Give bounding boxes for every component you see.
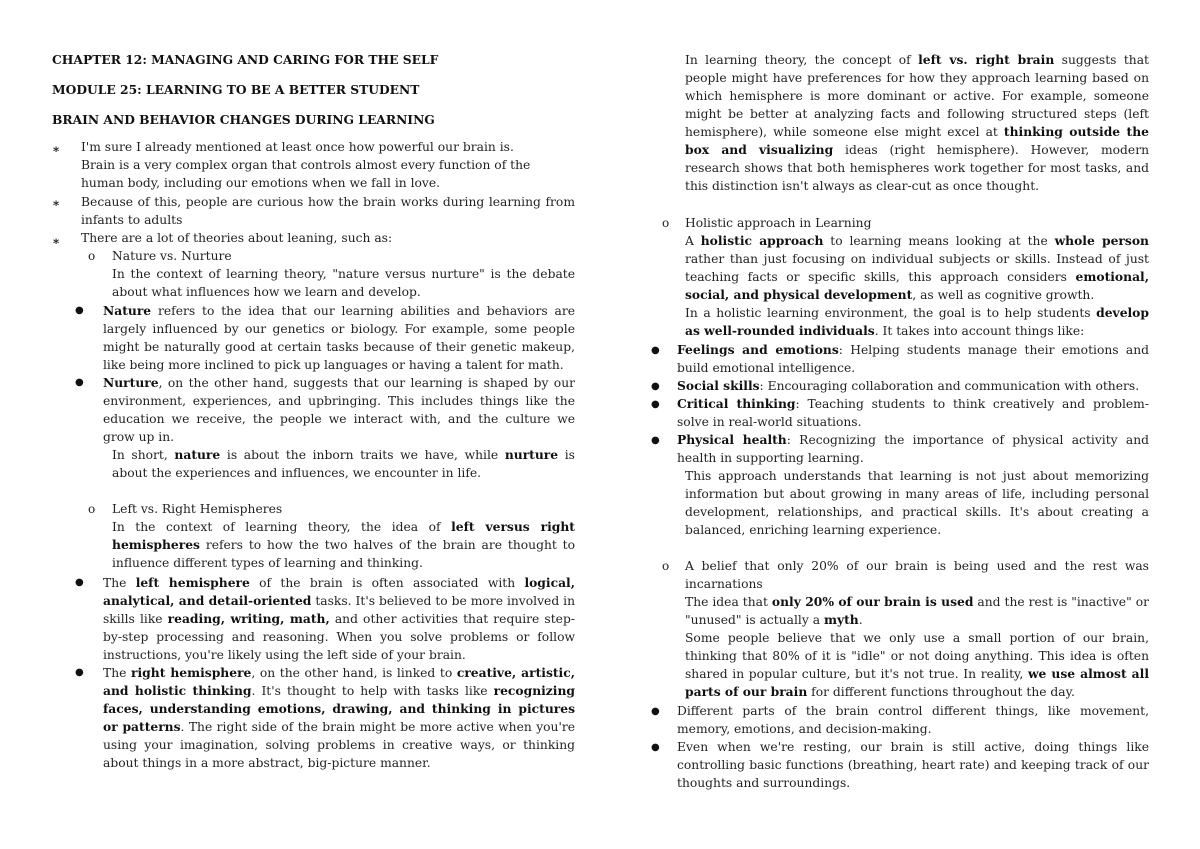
bold-term: we use almost all parts of our brain bbox=[685, 666, 1149, 699]
text: The idea that bbox=[685, 595, 772, 609]
dot-bullet-icon: ● bbox=[75, 377, 84, 388]
bold-term: left hemisphere bbox=[135, 575, 250, 590]
text: and the rest is "inactive" or "unused" is actually a bbox=[685, 595, 1149, 627]
bold-term: Social skills bbox=[677, 378, 760, 393]
paragraph bbox=[685, 629, 1149, 701]
text: tasks. It's believed to be more involved in skills like bbox=[103, 594, 576, 626]
bold-term: nature bbox=[174, 447, 221, 462]
subsection-left-right bbox=[112, 500, 575, 572]
list-item bbox=[677, 702, 1149, 738]
asterisk-bullet-icon: ∗ bbox=[52, 196, 61, 210]
list-item bbox=[81, 229, 575, 247]
text: Some people believe that we only use a small portion of our brain, thinking that 80% of it is "idle" or not doing anything. This idea is often shared in popular culture, but it's not true. In reality, bbox=[685, 631, 1149, 681]
paragraph bbox=[103, 574, 575, 664]
chapter-heading: CHAPTER 12: MANAGING AND CARING FOR THE SELF bbox=[52, 52, 439, 67]
text: , as well as cognitive growth. bbox=[912, 288, 1095, 302]
bold-term: only 20% of our brain is used bbox=[771, 594, 974, 609]
text: . The right side of the brain might be more active when you're using your imagination, solving problems in creative ways, or thinking about things in a more abstract, big-picture manner. bbox=[103, 720, 575, 770]
dot-bullet-icon: ● bbox=[651, 742, 660, 753]
paragraph: I'm sure I already mentioned at least once how powerful our brain is. bbox=[81, 140, 514, 154]
text: of the brain is often associated with bbox=[249, 576, 525, 590]
text: The bbox=[103, 666, 131, 680]
text: , on the other hand, suggests that our learning is shaped by our environment, experiences, and upbringing. This includes things like the education we receive, the people we interact with, and the culture we grow up in. bbox=[103, 376, 575, 444]
paragraph bbox=[677, 341, 1149, 377]
text: to learning means looking at the bbox=[823, 234, 1055, 248]
dot-bullet-icon: ● bbox=[651, 399, 660, 410]
circle-bullet-icon: o bbox=[662, 216, 670, 230]
paragraph bbox=[685, 304, 1149, 340]
asterisk-bullet-icon: ∗ bbox=[52, 234, 61, 248]
text: rather than just focusing on individual subjects or skills. Instead of just teaching facts or specific skills, this approach considers bbox=[685, 252, 1149, 284]
bold-term: Physical health bbox=[677, 432, 787, 447]
text: : Encouraging collaboration and communication with others. bbox=[759, 379, 1140, 393]
paragraph: Brain is a very complex organ that controls almost every function of the human body, including our emotions when we fall in love. bbox=[81, 158, 531, 190]
bold-term: Nature bbox=[103, 303, 152, 318]
paragraph bbox=[677, 431, 1149, 467]
text: refers to the idea that our learning abilities and behaviors are largely influenced by our genetics or biology. For example, some people might be naturally good at certain tasks because of their genetic makeup, like being more inclined to pick up languages or having a talent for math. bbox=[103, 304, 575, 372]
list-item bbox=[103, 374, 575, 446]
circle-bullet-icon: o bbox=[662, 559, 670, 573]
list-item bbox=[677, 395, 1149, 431]
bold-term: emotional, social, and physical development bbox=[685, 269, 1149, 302]
bold-term: left versus right hemispheres bbox=[112, 519, 575, 552]
list-item bbox=[81, 193, 575, 229]
holistic-summary bbox=[685, 467, 1149, 539]
text: suggests that people might have preferences for how they approach learning based on which hemisphere is more dominant or active. For example, someone might be better at analyzing facts and following structured steps (left hemisphere), while someone else might excel at bbox=[685, 53, 1149, 139]
subsection-nature-nurture bbox=[112, 247, 575, 301]
paragraph bbox=[103, 374, 575, 446]
bold-term: myth bbox=[823, 612, 859, 627]
text: : Teaching students to think creatively and problem-solve in real-world situations. bbox=[677, 397, 1149, 429]
text: . bbox=[858, 613, 863, 627]
paragraph bbox=[677, 377, 1149, 395]
bold-term: Critical thinking bbox=[677, 396, 796, 411]
bold-term: nurture bbox=[504, 447, 559, 462]
paragraph: In the context of learning theory, "nature versus nurture" is the debate about what influences how we learn and develop. bbox=[112, 267, 575, 299]
text: is about the inborn traits we have, while bbox=[220, 448, 505, 462]
text: A bbox=[685, 234, 701, 248]
paragraph bbox=[685, 593, 1149, 629]
module-heading: MODULE 25: LEARNING TO BE A BETTER STUDENT bbox=[52, 82, 420, 97]
paragraph bbox=[685, 232, 1149, 304]
dot-bullet-icon: ● bbox=[651, 435, 660, 446]
paragraph: Different parts of the brain control different things, like movement, memory, emotions, and decision-making. bbox=[677, 704, 1149, 736]
paragraph: Even when we're resting, our brain is still active, doing things like controlling basic functions (breathing, heart rate) and keeping track of our thoughts and surroundings. bbox=[677, 740, 1149, 790]
dot-bullet-icon: ● bbox=[75, 305, 84, 316]
paragraph bbox=[103, 302, 575, 374]
subsection-title: Holistic approach in Learning bbox=[685, 216, 872, 230]
bold-term: thinking outside the box and visualizing bbox=[685, 124, 1149, 157]
bold-term: Feelings and emotions bbox=[677, 342, 839, 357]
paragraph: There are a lot of theories about leaning, such as: bbox=[81, 231, 393, 245]
asterisk-bullet-icon: ∗ bbox=[52, 142, 61, 156]
bold-term: creative, artistic, and holistic thinking bbox=[103, 665, 575, 698]
dot-bullet-icon: ● bbox=[651, 706, 660, 717]
list-item bbox=[103, 302, 575, 374]
list-item bbox=[677, 377, 1149, 395]
text: In the context of learning theory, the idea of bbox=[112, 520, 452, 534]
list-item bbox=[677, 341, 1149, 377]
bold-term: reading, writing, math, bbox=[167, 611, 330, 626]
bold-term: right hemisphere bbox=[131, 665, 252, 680]
bold-term: logical, analytical, and detail-oriented bbox=[103, 575, 575, 608]
text: . It takes into account things like: bbox=[874, 324, 1085, 338]
dot-bullet-icon: ● bbox=[651, 381, 660, 392]
dot-bullet-icon: ● bbox=[75, 667, 84, 678]
circle-bullet-icon: o bbox=[88, 249, 96, 263]
bold-term: recognizing faces, understanding emotions, drawing, and thinking in pictures or patterns bbox=[103, 683, 576, 734]
text: . It's thought to help with tasks like bbox=[251, 684, 494, 698]
text: for different functions throughout the day. bbox=[807, 685, 1075, 699]
paragraph bbox=[685, 51, 1149, 195]
bold-term: develop as well-rounded individuals bbox=[685, 305, 1149, 338]
text: , on the other hand, is linked to bbox=[251, 666, 457, 680]
summary-paragraph bbox=[112, 446, 575, 482]
list-item bbox=[677, 738, 1149, 792]
bold-term: whole person bbox=[1054, 233, 1149, 248]
text: : Recognizing the importance of physical activity and health in supporting learning. bbox=[677, 433, 1150, 465]
subsection-title: Left vs. Right Hemispheres bbox=[112, 502, 283, 516]
list-item bbox=[677, 431, 1149, 467]
bold-term: left vs. right brain bbox=[918, 52, 1055, 67]
text: ideas (right hemisphere). However, modern research shows that both hemispheres work together for most tasks, and this distinction isn't always as clear-cut as once thought. bbox=[685, 143, 1149, 193]
text: is about the experiences and influences, we encounter in life. bbox=[112, 448, 575, 480]
list-item bbox=[103, 574, 575, 664]
subsection-title: A belief that only 20% of our brain is being used and the rest was incarnations bbox=[685, 559, 1149, 591]
text: and other activities that require step-by-step processing and reasoning. When you solve problems or follow instructions, you're likely using the left side of your brain. bbox=[103, 612, 575, 662]
bold-term: holistic approach bbox=[700, 233, 824, 248]
paragraph bbox=[677, 395, 1149, 431]
subsection-title: Nature vs. Nurture bbox=[112, 249, 232, 263]
paragraph: This approach understands that learning is not just about memorizing information but about growing in many areas of life, including personal development, relationships, and practical skills. It's about creating a balanced, enriching learning experience. bbox=[685, 469, 1149, 537]
paragraph bbox=[103, 664, 575, 772]
paragraph: Because of this, people are curious how the brain works during learning from infants to adults bbox=[81, 195, 575, 227]
subsection-brain-myth bbox=[685, 557, 1149, 701]
hemisphere-paragraph bbox=[685, 51, 1149, 195]
text: In a holistic learning environment, the goal is to help students bbox=[685, 306, 1097, 320]
text: refers to how the two halves of the brain are thought to influence different types of learning and thinking. bbox=[112, 538, 575, 570]
paragraph bbox=[112, 446, 575, 482]
list-item bbox=[81, 138, 575, 192]
bold-term: Nurture bbox=[103, 375, 159, 390]
text: The bbox=[103, 576, 136, 590]
text: : Helping students manage their emotions and build emotional intelligence. bbox=[677, 343, 1149, 375]
dot-bullet-icon: ● bbox=[75, 577, 84, 588]
subsection-holistic bbox=[685, 214, 1149, 340]
text: In learning theory, the concept of bbox=[685, 53, 919, 67]
list-item bbox=[103, 664, 575, 772]
circle-bullet-icon: o bbox=[88, 502, 96, 516]
section-heading: BRAIN AND BEHAVIOR CHANGES DURING LEARNING bbox=[52, 112, 435, 127]
text: In short, bbox=[112, 448, 175, 462]
paragraph bbox=[112, 518, 575, 572]
dot-bullet-icon: ● bbox=[651, 345, 660, 356]
